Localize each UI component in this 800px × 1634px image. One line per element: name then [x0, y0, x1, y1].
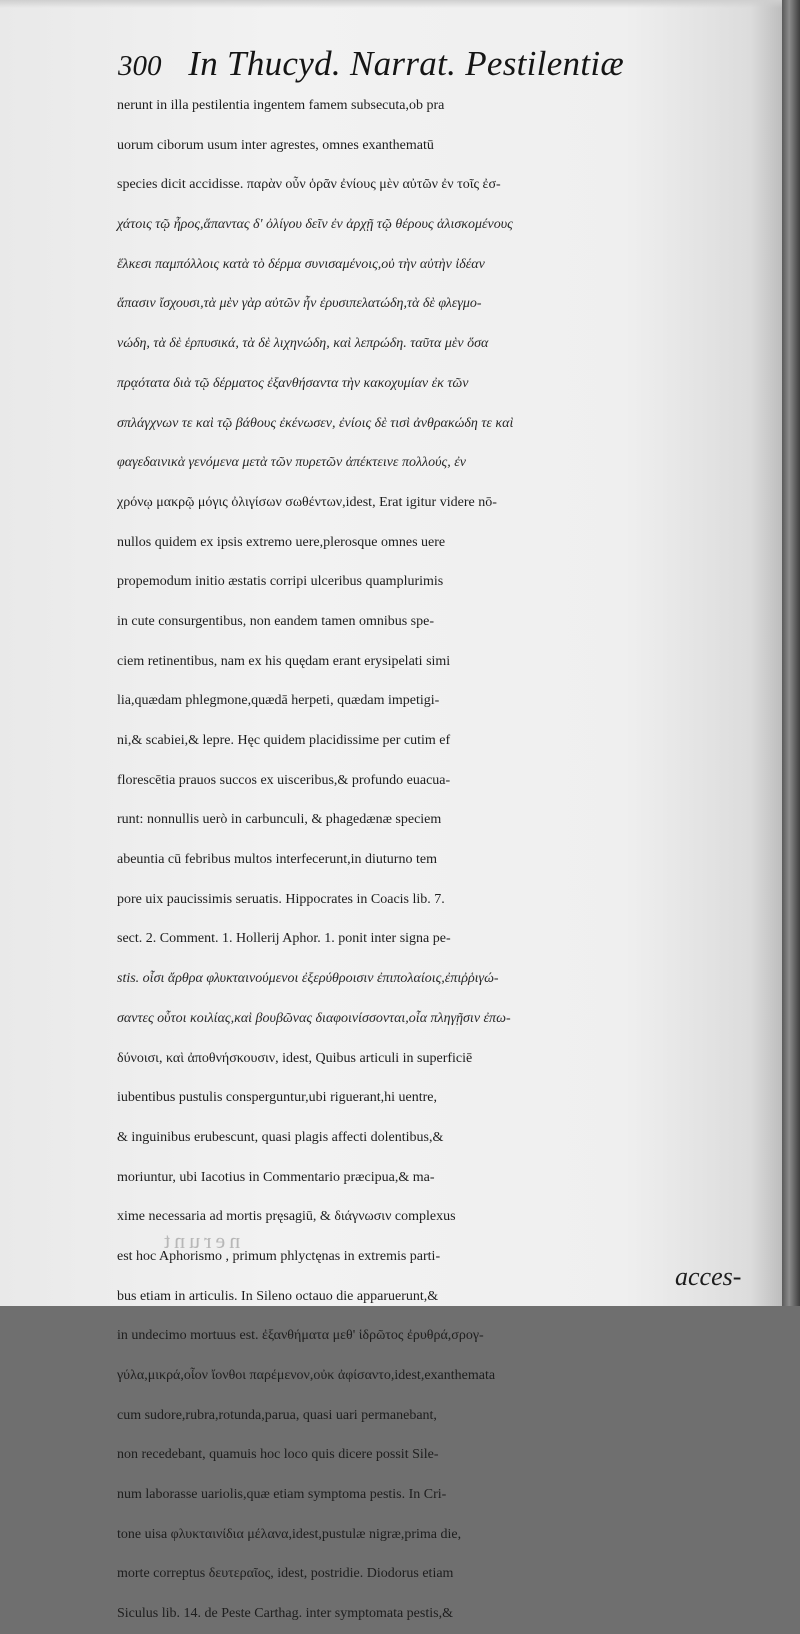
text-line: tone uisa φλυκταινίδια μέλανα,idest,pustulæ nigræ,prima die,	[117, 1526, 462, 1542]
book-gutter	[782, 0, 800, 1306]
page-number: 300	[118, 50, 162, 82]
text-line: bus etiam in articulis. In Sileno octauo die apparuerunt,&	[117, 1288, 439, 1304]
text-line: runt: nonnullis uerò in carbunculi, & phagedænæ speciem	[117, 812, 442, 828]
text-line: ἕλκεσι παμπόλλοις κατὰ τὸ δέρμα συνισαμένοις,οὐ τὴν αὐτὴν ἰδέαν	[117, 256, 485, 272]
text-line: num laborasse uariolis,quæ etiam symptoma pestis. In Cri-	[117, 1487, 447, 1503]
text-line: πρᾳότατα διὰ τῷ δέρματος ἐξανθήσαντα τὴν κακοχυμίαν ἐκ τῶν	[117, 375, 469, 391]
text-line: non recedebant, quamuis hoc loco quis dicere possit Sile-	[117, 1447, 439, 1463]
text-line: lia,quædam phlegmone,quædā herpeti, quædam impetigi-	[117, 693, 440, 709]
text-line: νώδη, τὰ δὲ ἑρπυσικά, τὰ δὲ λιχηνώδη, καὶ λεπρώδη. ταῦτα μὲν ὅσα	[117, 336, 489, 352]
text-line: est hoc Aphorismo , primum phlyctęnas in extremis parti-	[117, 1248, 441, 1264]
text-line: Siculus lib. 14. de Peste Carthag. inter symptomata pestis,&	[117, 1606, 453, 1622]
text-line: ἅπασιν ἴσχουσι,τὰ μὲν γὰρ αὐτῶν ἦν ἐρυσιπελατώδη,τὰ δὲ φλεγμο-	[117, 296, 482, 312]
text-line: χρόνῳ μακρῷ μόγις ὀλιγίσων σωθέντων,idest, Erat igitur videre nō-	[117, 494, 497, 510]
text-line: pore uix paucissimis seruatis. Hippocrates in Coacis lib. 7.	[117, 891, 445, 907]
text-line: & inguinibus erubescunt, quasi plagis affecti dolentibus,&	[117, 1129, 444, 1145]
text-line: γύλα,μικρά,οἷον ἴονθοι παρέμενον,οὐκ ἀφίσαντο,idest,exanthemata	[117, 1368, 496, 1383]
text-line: moriuntur, ubi Iacotius in Commentario præcipua,& ma-	[117, 1169, 435, 1185]
bleed-through-text: nerunt	[160, 1228, 241, 1253]
text-line: cum sudore,rubra,rotunda,parua, quasi uari permanebant,	[117, 1407, 437, 1423]
catchword: acces-	[675, 1262, 742, 1291]
text-line: in cute consurgentibus, non eandem tamen omnibus spe-	[117, 613, 435, 629]
text-line: nullos quidem ex ipsis extremo uere,plerosque omnes uere	[117, 534, 446, 550]
text-line: abeuntia cū febribus multos interfecerunt,in diuturno tem	[117, 852, 437, 868]
text-line: propemodum initio æstatis corripi ulceribus quamplurimis	[117, 574, 444, 590]
text-line: nerunt in illa pestilentia ingentem famem subsecuta,ob pra	[117, 98, 445, 113]
text-line: morte correptus δευτεραῖος, idest, postridie. Diodorus etiam	[117, 1566, 454, 1582]
text-block	[117, 86, 772, 1634]
page-header	[118, 42, 718, 86]
text-line: xime necessaria ad mortis pręsagiū, & διάγνωσιν complexus	[117, 1209, 456, 1225]
text-line: species dicit accidisse. παρὰν οὖν ὁρᾶν ἐνίους μὲν αὐτῶν ἐν τοῖς ἐσ-	[117, 177, 501, 193]
text-line: ni,& scabiei,& lepre. Hęc quidem placidissime per cutim ef	[117, 733, 451, 748]
page-top-shadow	[0, 0, 782, 8]
text-line: iubentibus pustulis consperguntur,ubi riguerant,hi uentre,	[117, 1090, 437, 1106]
text-line: σπλάγχνων τε καὶ τῷ βάθους ἐκένωσεν, ἐνίοις δὲ τισὶ ἀνθρακώδη τε καὶ	[117, 415, 514, 431]
text-line: stis. οἷσι ἄρθρα φλυκταινούμενοι ἐξερύθροισιν ἐπιπολαίοις,ἐπιῤῥιγώ-	[117, 971, 499, 987]
text-line: florescētia prauos succos ex uisceribus,& profundo euacua-	[117, 772, 451, 788]
text-line: in undecimo mortuus est. ἐξανθήματα μεθ' ἱδρῶτος ἐρυθρά,σρογ-	[117, 1328, 484, 1344]
text-line: uorum ciborum usum inter agrestes, omnes exanthematū	[117, 137, 434, 153]
running-title: In Thucyd. Narrat. Pestilentiæ	[188, 44, 625, 83]
text-line: σαντες οὗτοι κοιλίας,καὶ βουβῶνας διαφοινίσσονται,οἷα πληγῇσιν ἐπω-	[117, 1010, 511, 1026]
text-line: δύνοισι, καὶ ἀποθνήσκουσιν, idest, Quibus articuli in superficiē	[117, 1050, 473, 1066]
text-line: sect. 2. Comment. 1. Hollerij Aphor. 1. ponit inter signa pe-	[117, 931, 451, 947]
text-line: φαγεδαινικὰ γενόμενα μετὰ τῶν πυρετῶν ἀπέκτεινε πολλούς, ἐν	[117, 455, 466, 471]
text-line: χάτοις τῷ ἦρος,ἅπαντας δ' ὀλίγου δεῖν ἐν ἀρχῇ τῷ θέρους ἁλισκομένους	[117, 217, 513, 233]
text-line: ciem retinentibus, nam ex his quędam erant erysipelati simi	[117, 653, 451, 669]
